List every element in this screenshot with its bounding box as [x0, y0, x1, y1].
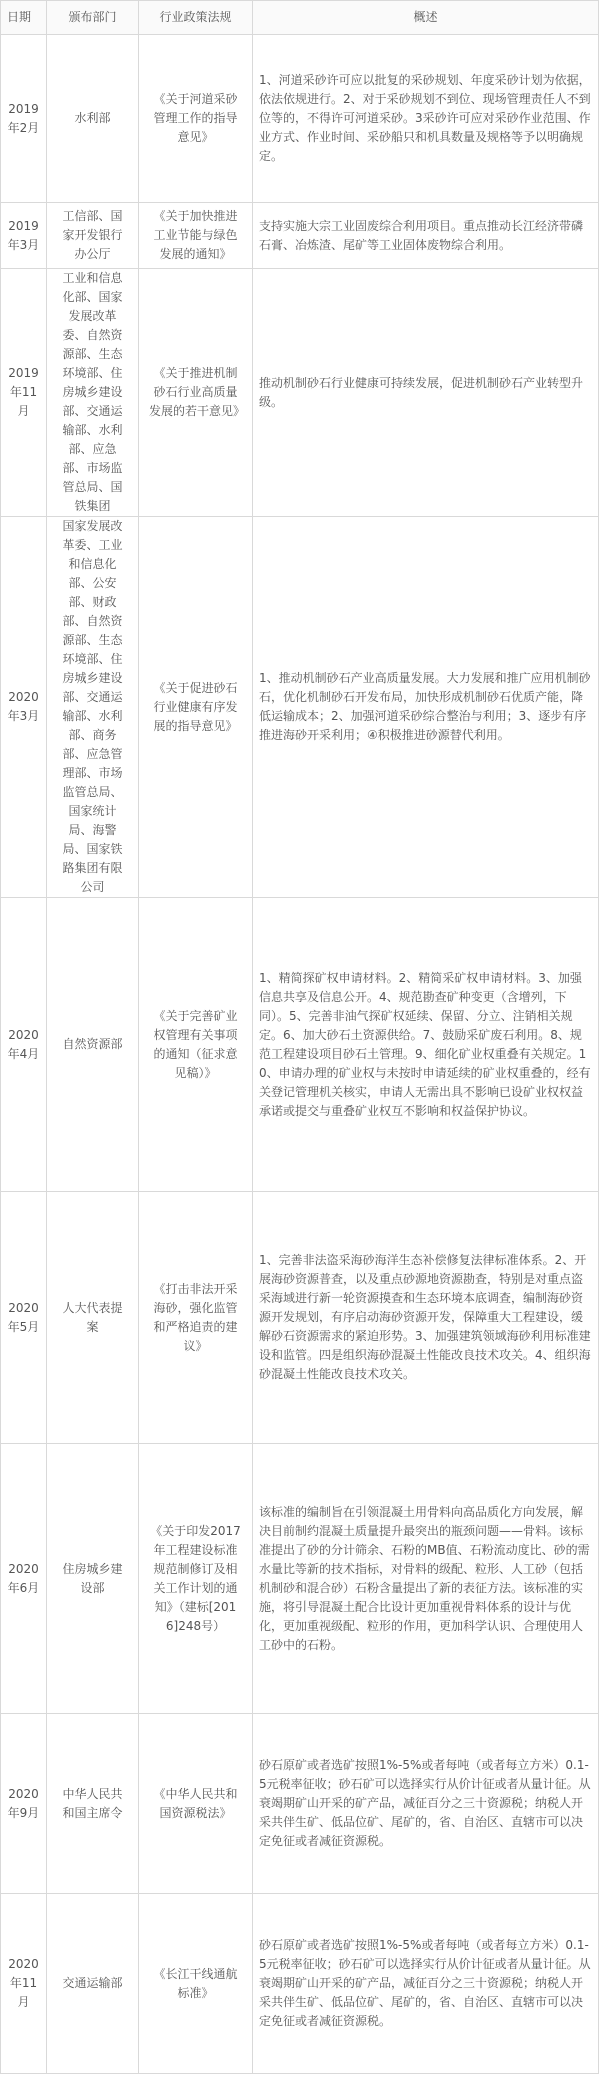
row-department: 住房城乡建设部 [47, 1444, 139, 1714]
row-department: 自然资源部 [47, 898, 139, 1192]
row-policy: 《长江干线通航标准》 [139, 1894, 253, 2074]
row-date: 2020年9月 [1, 1714, 47, 1894]
row-summary: 该标准的编制旨在引领混凝土用骨料向高品质化方向发展，解决目前制约混凝土质量提升最突出的瓶颈问题——骨料。该标准提出了砂的分计筛余、石粉的MB值、石粉流动度比、砂的需水量比等新的技术指标，对骨料的级配、粒形、人工砂（包括机制砂和混合砂）石粉含量提出了新的表征方法。该标准的实施，将引导混凝土配合比设计更加重视骨料体系的设计与优化，更加重视级配、粒形的作用，更加科学认识、合理使用人工砂中的石粉。 [253, 1444, 599, 1714]
table-row [1, 269, 599, 517]
row-summary: 1、完善非法盗采海砂海洋生态补偿修复法律标准体系。2、开展海砂资源普查，以及重点砂源地资源勘查，特别是对重点盗采海域进行新一轮资源摸查和生态环境本底调查，编制海砂资源开发规划，有序启动海砂资源开发，保障重大工程建设，缓解砂石资源需求的紧迫形势。3、加强建筑领域海砂利用标准建设和监管。四是组织海砂混凝土性能改良技术攻关。4、组织海砂混凝土性能改良技术攻关。 [253, 1192, 599, 1444]
header-row [1, 1, 599, 35]
row-date: 2019年2月 [1, 35, 47, 203]
header-summary: 概述 [253, 1, 599, 35]
table-row [1, 1714, 599, 1894]
table-row [1, 1894, 599, 2074]
row-summary: 推动机制砂石行业健康可持续发展，促进机制砂石产业转型升级。 [253, 269, 599, 517]
row-date: 2019年3月 [1, 203, 47, 269]
row-policy: 《关于印发2017年工程建设标准规范制修订及相关工作计划的通知》（建标[2016]248号） [139, 1444, 253, 1714]
row-summary: 支持实施大宗工业固废综合利用项目。重点推动长江经济带磷石膏、冶炼渣、尾矿等工业固体废物综合利用。 [253, 203, 599, 269]
row-department: 工信部、国家开发银行办公厅 [47, 203, 139, 269]
row-policy: 《关于河道采砂管理工作的指导意见》 [139, 35, 253, 203]
header-policy: 行业政策法规 [139, 1, 253, 35]
row-date: 2019年11月 [1, 269, 47, 517]
row-date: 2020年11月 [1, 1894, 47, 2074]
row-date: 2020年6月 [1, 1444, 47, 1714]
row-policy: 《关于加快推进工业节能与绿色发展的通知》 [139, 203, 253, 269]
table-header [1, 1, 599, 35]
table-row [1, 1192, 599, 1444]
row-department: 中华人民共和国主席令 [47, 1714, 139, 1894]
row-department: 人大代表提案 [47, 1192, 139, 1444]
row-policy: 《关于促进砂石行业健康有序发展的指导意见》 [139, 517, 253, 898]
header-department: 颁布部门 [47, 1, 139, 35]
row-summary: 砂石原矿或者选矿按照1%-5%或者每吨（或者每立方米）0.1-5元税率征收；砂石矿可以选择实行从价计征或者从量计征。从衰竭期矿山开采的矿产品，减征百分之三十资源税；纳税人开采共伴生矿、低品位矿、尾矿的，省、自治区、直辖市可以决定免征或者减征资源税。 [253, 1714, 599, 1894]
table-row [1, 35, 599, 203]
row-policy: 《中华人民共和国资源税法》 [139, 1714, 253, 1894]
row-summary: 1、河道采砂许可应以批复的采砂规划、年度采砂计划为依据，依法依规进行。2、对于采砂规划不到位、现场管理责任人不到位等的，不得许可河道采砂。3采砂许可应对采砂作业范围、作业方式、作业时间、采砂船只和机具数量及规格等予以明确规定。 [253, 35, 599, 203]
table-row [1, 1444, 599, 1714]
table-row [1, 898, 599, 1192]
table-row [1, 203, 599, 269]
row-summary: 1、推动机制砂石产业高质量发展。大力发展和推广应用机制砂石，优化机制砂石开发布局，加快形成机制砂石优质产能，降低运输成本；2、加强河道采砂综合整治与利用；3、逐步有序推进海砂开采利用；④积极推进砂源替代利用。 [253, 517, 599, 898]
row-department: 国家发展改革委、工业和信息化部、公安部、财政部、自然资源部、生态环境部、住房城乡建设部、交通运输部、水利部、商务部、应急管理部、市场监管总局、国家统计局、海警局、国家铁路集团有限公司 [47, 517, 139, 898]
row-department: 工业和信息化部、国家发展改革委、自然资源部、生态环境部、住房城乡建设部、交通运输部、水利部、应急部、市场监管总局、国铁集团 [47, 269, 139, 517]
row-policy: 《关于推进机制砂石行业高质量发展的若干意见》 [139, 269, 253, 517]
row-policy: 《关于完善矿业权管理有关事项的通知（征求意见稿）》 [139, 898, 253, 1192]
table-row [1, 517, 599, 898]
row-department: 交通运输部 [47, 1894, 139, 2074]
table-body [1, 35, 599, 2074]
row-date: 2020年4月 [1, 898, 47, 1192]
row-summary: 1、精简探矿权申请材料。2、精简采矿权申请材料。3、加强信息共享及信息公开。4、规范勘查矿种变更（含增列，下同）。5、完善非油气探矿权延续、保留、分立、注销相关规定。6、加大砂石土资源供给。7、鼓励采矿废石利用。8、规范工程建设项目砂石土管理。9、细化矿业权重叠有关规定。10、申请办理的矿业权与未按时申请延续的矿业权重叠的，经有关登记管理机关核实，申请人无需出具不影响已设矿业权权益承诺或提交与重叠矿业权互不影响和权益保护协议。 [253, 898, 599, 1192]
row-summary: 砂石原矿或者选矿按照1%-5%或者每吨（或者每立方米）0.1-5元税率征收；砂石矿可以选择实行从价计征或者从量计征。从衰竭期矿山开采的矿产品，减征百分之三十资源税；纳税人开采共伴生矿、低品位矿、尾矿的，省、自治区、直辖市可以决定免征或者减征资源税。 [253, 1894, 599, 2074]
row-date: 2020年5月 [1, 1192, 47, 1444]
row-date: 2020年3月 [1, 517, 47, 898]
header-date: 日期 [1, 1, 47, 35]
row-department: 水利部 [47, 35, 139, 203]
row-policy: 《打击非法开采海砂，强化监管和严格追责的建议》 [139, 1192, 253, 1444]
